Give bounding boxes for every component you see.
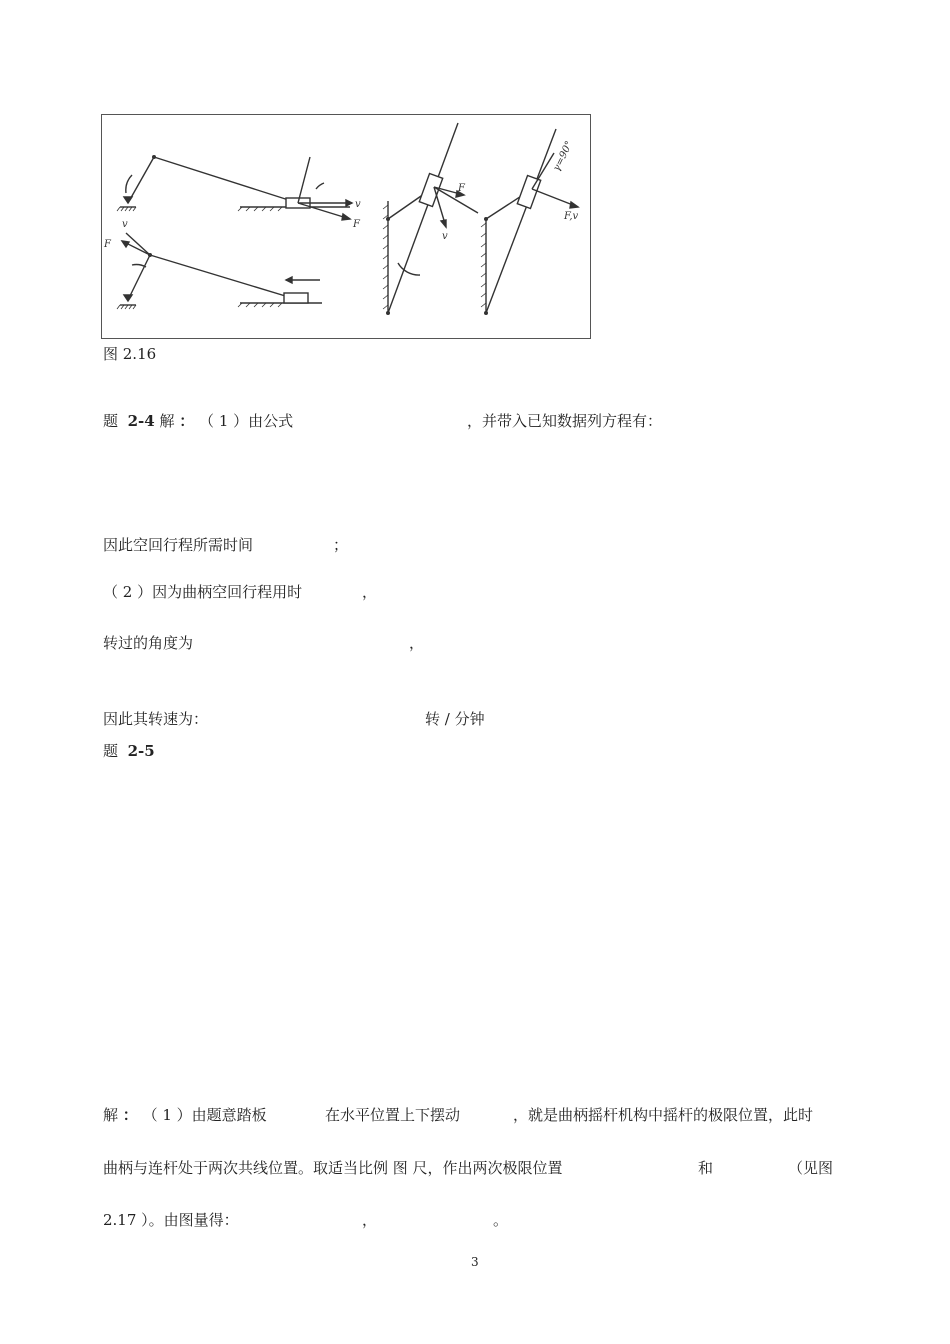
crank-top xyxy=(128,157,154,203)
p25-line1-start xyxy=(103,1106,267,1124)
rocker-mid xyxy=(388,123,458,313)
heading-prefix: 题 xyxy=(103,742,119,760)
line2-b: 和 xyxy=(698,1159,714,1177)
line3-b: ， xyxy=(362,1211,378,1229)
line-speed: 因此其转速为： xyxy=(103,710,209,728)
line2-a: 曲柄与连杆处于两次共线位置。取适当比例 图 尺，作出两次极限位置 xyxy=(103,1159,563,1177)
figure-caption: 图 2.16 xyxy=(103,345,157,363)
fig-label-v-top: v xyxy=(355,199,361,210)
line1-c: ，就是曲柄摇杆机构中摇杆的极限位置，此时 xyxy=(513,1106,814,1124)
problem-number: 2-4 xyxy=(127,412,155,430)
fig-label-F-mid: F xyxy=(458,183,465,194)
heading-prefix: 题 xyxy=(103,412,119,430)
problem-2-4-heading xyxy=(103,412,293,430)
slider-bottom xyxy=(284,293,308,303)
line-time-tail: ； xyxy=(333,536,349,554)
fig-label-F-top: F xyxy=(353,219,360,230)
line-angle-tail: ， xyxy=(409,634,425,652)
line-time: 因此空回行程所需时间 xyxy=(103,536,254,554)
solve-label: 解 xyxy=(159,412,175,430)
fig-label-v-left: v xyxy=(122,219,128,230)
fig-label-gamma: γ=90° xyxy=(551,139,576,174)
pivot-top xyxy=(124,197,132,203)
figure-2-16 xyxy=(101,114,591,339)
line1-b: 在水平位置上下摆动 xyxy=(325,1106,461,1124)
line3-a: 2.17 ）。由图量得： xyxy=(103,1211,239,1229)
line-angle: 转过的角度为 xyxy=(103,634,194,652)
fig-label-Fv: F,v xyxy=(564,211,579,222)
step2-tail: ， xyxy=(362,583,378,601)
crank-bottom xyxy=(128,255,150,300)
fig-label-v-mid: v xyxy=(442,231,448,242)
line-speed-unit: 转 / 分钟 xyxy=(425,710,485,728)
fig-label-F-left: F xyxy=(104,239,111,250)
mechanism-diagram xyxy=(102,115,590,338)
line3-c: 。 xyxy=(493,1211,509,1229)
step1-text: （ 1 ）由公式 xyxy=(199,412,294,430)
line1-a: （ 1 ）由题意踏板 xyxy=(142,1106,267,1124)
problem-number: 2-5 xyxy=(127,742,155,760)
step2-text: （ 2 ）因为曲柄空回行程用时 xyxy=(103,583,303,601)
rocker-right xyxy=(486,129,556,313)
solve-colon: ： xyxy=(122,1106,138,1124)
page-number: 3 xyxy=(471,1255,479,1269)
rotation-arrow-top xyxy=(126,175,132,193)
solve-colon: ： xyxy=(179,412,195,430)
connecting-rod-top xyxy=(154,157,298,203)
step1-tail: ，并带入已知数据列方程有： xyxy=(467,412,663,430)
line2-c: （见图 xyxy=(788,1159,834,1177)
solve-label: 解 xyxy=(103,1106,119,1124)
connecting-rod-bottom xyxy=(150,255,292,298)
problem-2-5-heading xyxy=(103,742,155,760)
